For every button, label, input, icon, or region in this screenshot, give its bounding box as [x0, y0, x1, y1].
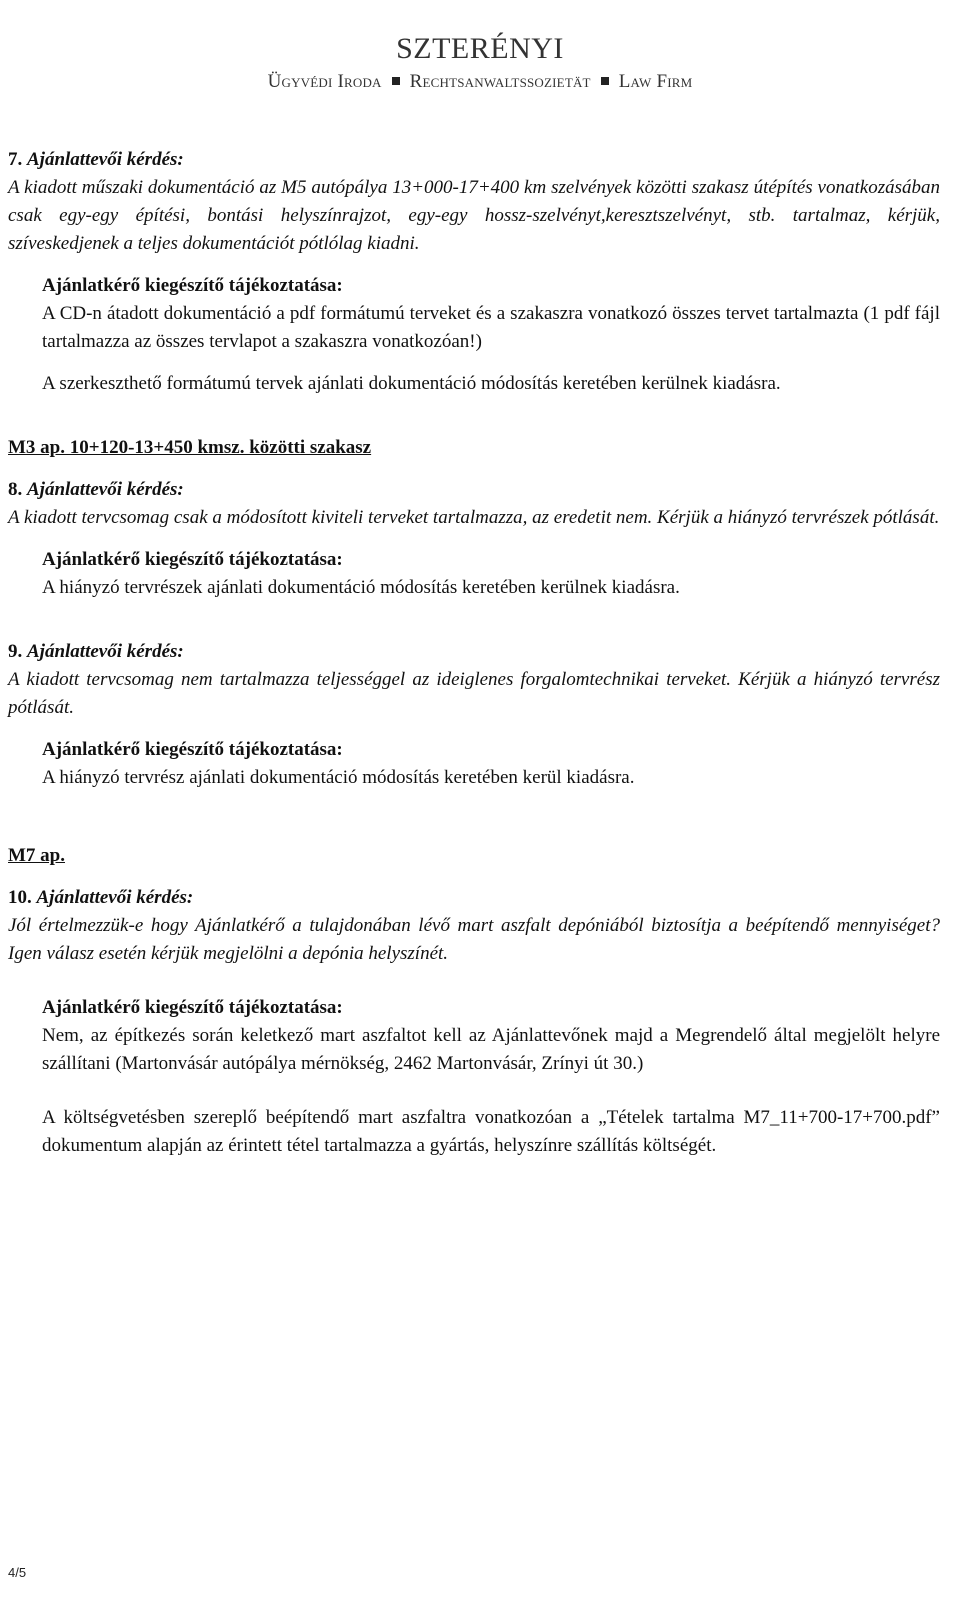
answer-block: [42, 546, 940, 602]
question-number: 7.: [8, 149, 23, 170]
question-heading: [8, 476, 940, 504]
answer-block: [42, 272, 940, 398]
question-number: 9.: [8, 641, 23, 662]
question-label: Ajánlattevői kérdés:: [27, 479, 184, 500]
question-heading: [8, 146, 940, 174]
firm-subtitle-item: Rechtsanwaltssozietät: [409, 71, 591, 92]
answer-label: Ajánlatkérő kiegészítő tájékoztatása:: [42, 739, 343, 760]
answer-label: Ajánlatkérő kiegészítő tájékoztatása:: [42, 275, 343, 296]
question-label: Ajánlattevői kérdés:: [27, 641, 184, 662]
question-text: A kiadott műszaki dokumentáció az M5 autópálya 13+000-17+400 km szelvények közötti szakasz útépítés vonatkozásában csak egy-egy építési, bontási helyszínrajzot, egy-egy hossz-szelvényt,keresztszelvényt, stb. tartalmaz, kérjük, szíveskedjenek a teljes dokumentációt pótlólag kiadni.: [8, 177, 940, 254]
section-heading: M3 ap. 10+120-13+450 kmsz. közötti szakasz: [8, 437, 372, 458]
question-heading: [8, 638, 940, 666]
firm-name: SZTERÉNYI: [396, 32, 564, 65]
question-text: A kiadott tervcsomag csak a módosított kiviteli terveket tartalmazza, az eredetit nem. Kérjük a hiányzó tervrészek pótlását.: [8, 507, 940, 528]
answer-paragraph: Nem, az építkezés során keletkező mart aszfaltot kell az Ajánlattevőnek majd a Megrendelő által megjelölt helyre szállítani (Martonvásár autópálya mérnökség, 2462 Martonvásár, Zrínyi út 30.): [42, 1025, 940, 1074]
answer-paragraph: A szerkeszthető formátumú tervek ajánlati dokumentáció módosítás keretében kerülnek kiadásra.: [42, 373, 781, 394]
question-heading: [8, 884, 940, 912]
answer-paragraph: A költségvetésben szereplő beépítendő mart aszfaltra vonatkozóan a „Tételek tartalma M7_11+700-17+700.pdf” dokumentum alapján az érintett tétel tartalmazza a gyártás, helyszínre szállítás költségét.: [42, 1107, 940, 1156]
answer-block: [42, 994, 940, 1160]
question-block: [8, 146, 940, 398]
question-number: 8.: [8, 479, 23, 500]
question-number: 10.: [8, 887, 32, 908]
question-block: [8, 884, 940, 1160]
question-block: [8, 638, 940, 792]
firm-subtitle: [0, 69, 960, 95]
answer-block: [42, 736, 940, 792]
answer-paragraph: A hiányzó tervrészek ajánlati dokumentáció módosítás keretében kerülnek kiadásra.: [42, 577, 680, 598]
question-text: Jól értelmezzük-e hogy Ajánlatkérő a tulajdonában lévő mart aszfalt depóniából biztosítja a beépítendő mennyiséget? Igen válasz esetén kérjük megjelölni a depónia helyszínét.: [8, 915, 940, 964]
answer-label: Ajánlatkérő kiegészítő tájékoztatása:: [42, 549, 343, 570]
page-number: 4/5: [8, 1565, 27, 1580]
question-text: A kiadott tervcsomag nem tartalmazza teljességgel az ideiglenes forgalomtechnikai terveket. Kérjük a hiányzó tervrész pótlását.: [8, 669, 940, 718]
answer-paragraph: A CD-n átadott dokumentáció a pdf formátumú terveket és a szakaszra vonatkozó összes tervet tartalmazta (1 pdf fájl tartalmazza az összes tervlapot a szakaszra vonatkozóan!): [42, 303, 940, 352]
document-body: [8, 146, 940, 1160]
square-bullet-icon: [601, 77, 609, 85]
question-label: Ajánlattevői kérdés:: [27, 149, 184, 170]
section-heading: M7 ap.: [8, 845, 65, 866]
question-block: [8, 476, 940, 602]
answer-label: Ajánlatkérő kiegészítő tájékoztatása:: [42, 997, 343, 1018]
answer-paragraph: A hiányzó tervrész ajánlati dokumentáció módosítás keretében kerül kiadásra.: [42, 767, 635, 788]
square-bullet-icon: [392, 77, 400, 85]
letterhead: [0, 32, 960, 95]
firm-subtitle-item: Law Firm: [618, 71, 693, 92]
firm-subtitle-item: Ügyvédi Iroda: [267, 71, 382, 92]
question-label: Ajánlattevői kérdés:: [36, 887, 194, 908]
